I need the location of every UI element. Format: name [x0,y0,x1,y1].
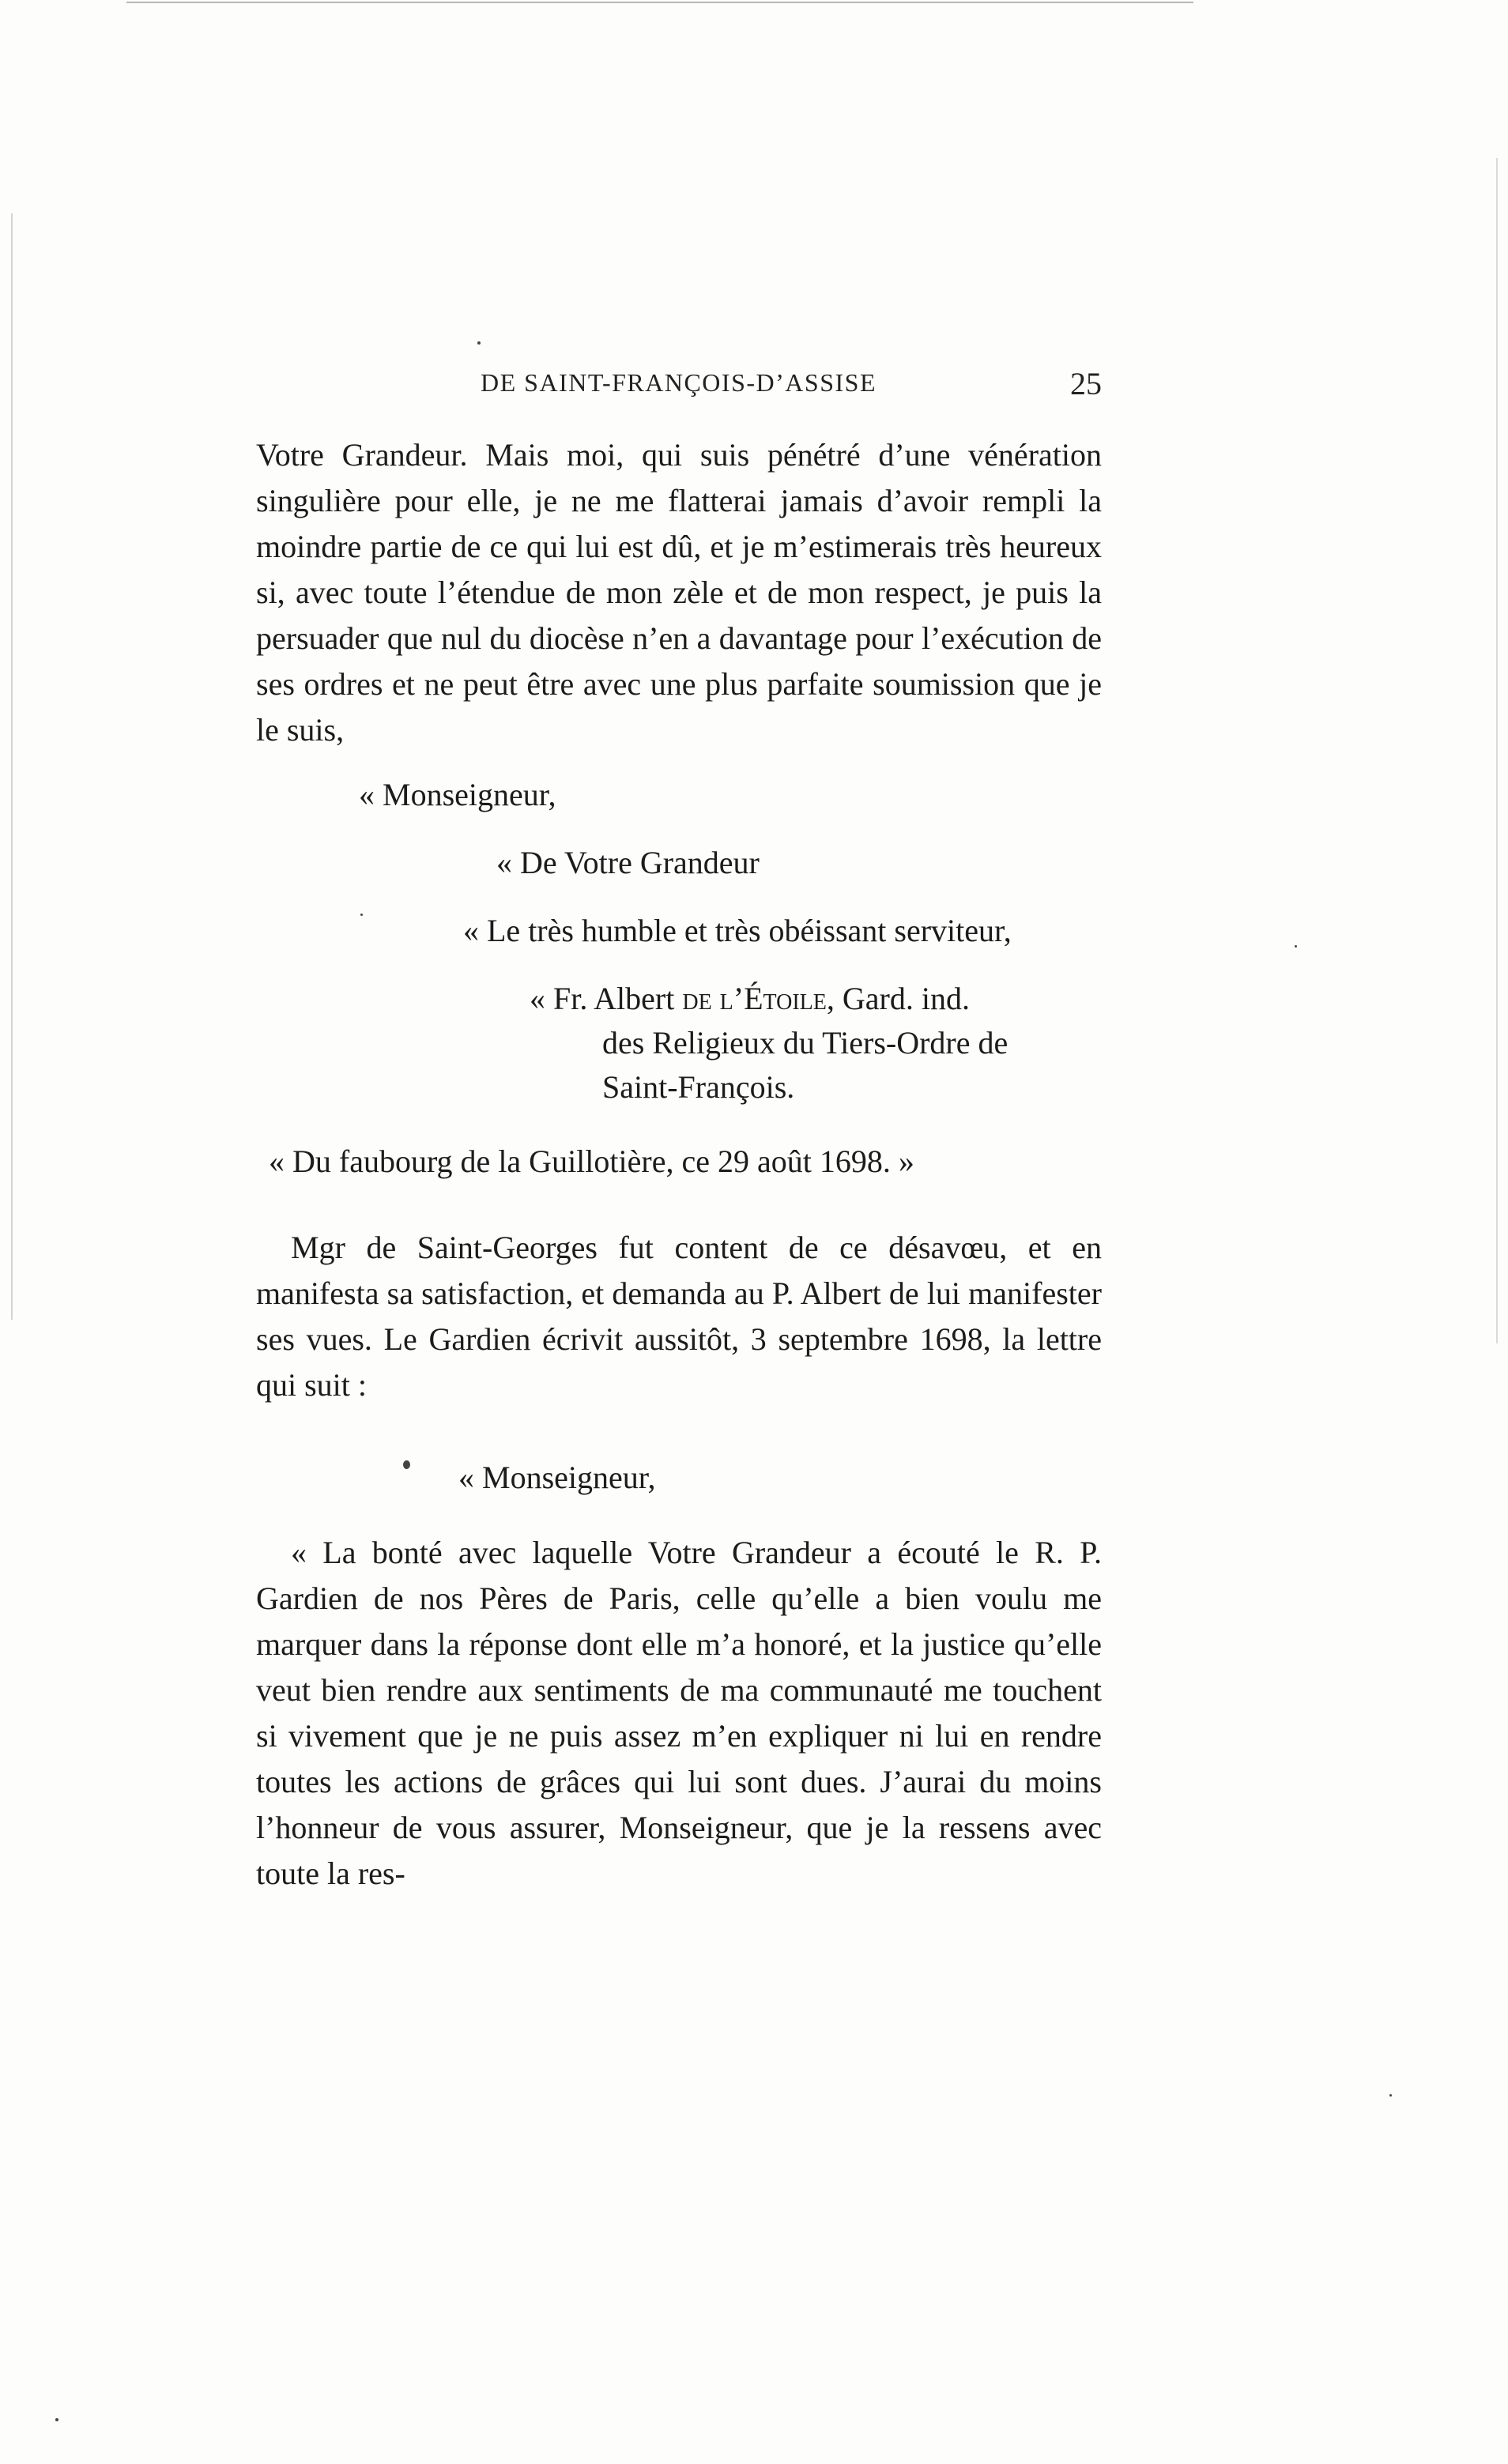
signature-suffix: , Gard. ind. [826,981,970,1016]
signature-name: de l’Étoile [682,981,827,1016]
scan-speck [55,2418,58,2421]
paragraph-3-text: « La bonté avec laquelle Votre Grandeur a écouté le R. P. Gardien de nos Pères de Paris, celle qu’elle a bien voulu me marquer dans la réponse dont elle m’a honoré, et la justice qu’elle veut bien rendre aux sentiments de ma communauté me touchent si vivement que je ne puis assez m’en expliquer ni lui en rendre toutes les actions de grâces qui lui sont dues. J’aurai du moins l’honneur de vous assurer, Monseigneur, que je la ressens avec toute la res- [256,1535,1102,1891]
signature-line-3: Saint-François. [602,1069,795,1105]
scan-edge-left [11,213,13,1320]
paragraph-2-text: Mgr de Saint-Georges fut content de ce désavœu, et en manifesta sa satisfaction, et demanda au P. Albert de lui manifester ses vues. Le Gardien écrivit aussitôt, 3 septembre 1698, la lettre qui suit : [256,1230,1102,1403]
scan-speck [477,341,481,345]
paragraph-1 [256,432,1102,753]
signature-prefix: « Fr. Albert [530,981,683,1016]
scan-speck [1389,2094,1392,2097]
running-head [256,368,1102,416]
dateline: « Du faubourg de la Guillotière, ce 29 août 1698. » [269,1143,914,1179]
running-title: DE SAINT-FRANÇOIS-D’ASSISE [481,368,877,397]
closing-serviteur: « Le très humble et très obéissant serviteur, [463,913,1012,948]
scan-speck [403,1460,410,1469]
page-number: 25 [1070,366,1102,401]
closing-salutation: « Monseigneur, [359,777,556,812]
paragraph-3 [256,1530,1102,1897]
paragraph-2 [256,1225,1102,1408]
closing-de-votre-grandeur: « De Votre Grandeur [496,845,760,880]
scan-speck [360,914,363,916]
signature-line-1 [530,980,970,1017]
scan-edge-right [1496,158,1498,1343]
letter2-salutation: « Monseigneur, [458,1460,656,1495]
paragraph-1-text: Votre Grandeur. Mais moi, qui suis pénétré d’une vénération singulière pour elle, je ne me flatterai jamais d’avoir rempli la moindre partie de ce qui lui est dû, et je m’estimerais très heureux si, avec toute l’étendue de mon zèle et de mon respect, je puis la persuader que nul du diocèse n’en a davantage pour l’exécution de ses ordres et ne peut être avec une plus parfaite soumission que je le suis, [256,437,1102,748]
signature-line-2: des Religieux du Tiers-Ordre de [602,1025,1008,1061]
scan-edge-top [126,2,1193,3]
scan-speck [1295,945,1297,948]
